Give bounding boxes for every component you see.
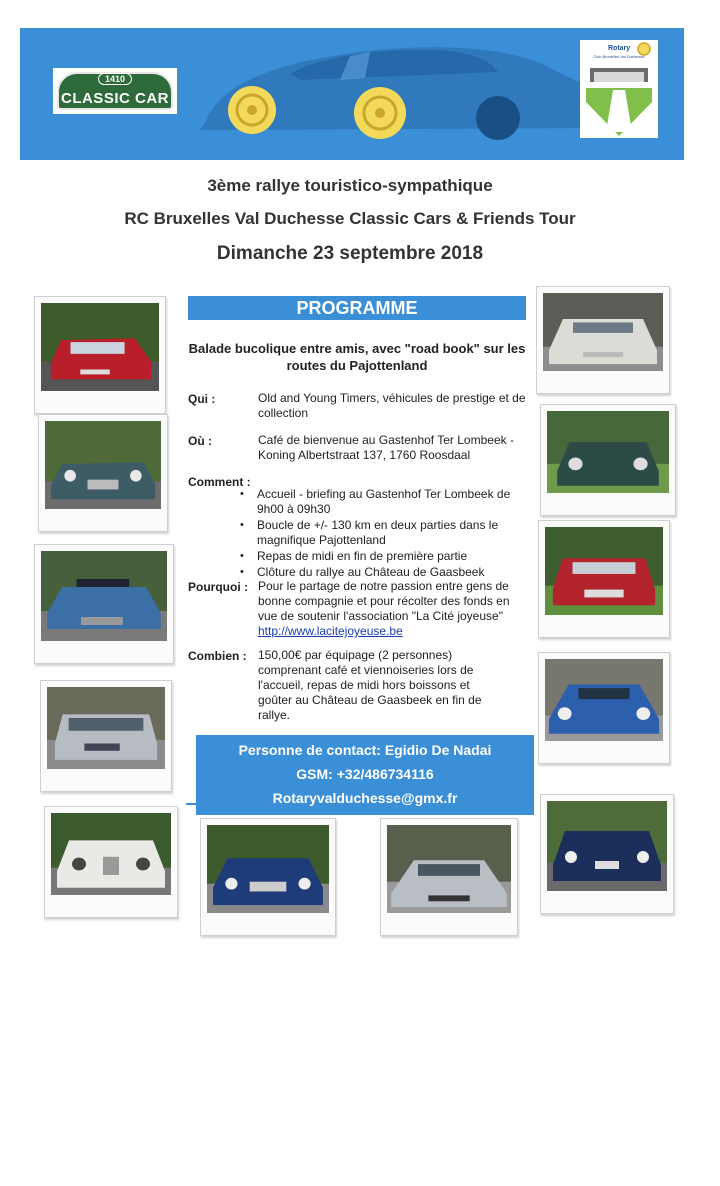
contact-gsm: GSM: +32/486734116 <box>296 766 434 782</box>
car-photo-white-jaguar <box>44 806 178 918</box>
contact-person: Personne de contact: Egidio De Nadai <box>238 742 492 758</box>
car-photo-silver-alfa <box>40 680 172 792</box>
combien-label: Combien : <box>188 649 247 663</box>
qui-label: Qui : <box>188 392 216 406</box>
list-item: • Boucle de +/- 130 km en deux parties dans le magnifique Pajottenland <box>240 518 530 548</box>
tour-title: RC Bruxelles Val Duchesse Classic Cars & Friends Tour <box>124 209 576 228</box>
car-photo-blue-alpine <box>538 652 670 764</box>
car-photo-navy-alfa-gt <box>540 794 674 914</box>
plate-number: 1410 <box>98 73 132 85</box>
plate-text: CLASSIC CAR <box>60 90 169 107</box>
event-date: Dimanche 23 septembre 2018 <box>216 243 484 264</box>
car-photo-silver-porsche <box>380 818 518 936</box>
combien-text: 150,00€ par équipage (2 personnes) comprenant café et viennoiseries lors de l'accueil, repas de midi hors boissons et goûter au Château de Gaasbeek en fin de rallye. <box>258 648 482 722</box>
pourquoi-text: Pour le partage de notre passion entre gens de bonne compagnie et pour récolter des fonds en vue de soutenir l'association "La Cité joyeuse" <box>258 579 510 623</box>
list-item: • Repas de midi en fin de première partie <box>240 549 530 564</box>
ou-text: Café de bienvenue au Gastenhof Ter Lombeek - Koning Albertstraat 137, 1760 Roosdaal <box>258 433 514 462</box>
classic-car-plate-logo <box>53 68 177 114</box>
contact-email[interactable]: Rotaryvalduchesse@gmx.fr <box>272 790 458 806</box>
contact-accent-line <box>186 803 198 805</box>
qui-text: Old and Young Timers, véhicules de prestige et de collection <box>258 391 526 420</box>
ou-label: Où : <box>188 434 212 448</box>
car-photo-blue-healey <box>200 818 336 936</box>
cite-joyeuse-link[interactable]: http://www.lacitejoyeuse.be <box>258 624 403 638</box>
car-photo-white-triumph <box>536 286 670 394</box>
pourquoi-label: Pourquoi : <box>188 580 248 594</box>
car-photo-green-roadster <box>38 414 168 532</box>
car-photo-green-tr <box>540 404 676 516</box>
comment-label: Comment : <box>188 475 251 489</box>
rotary-club-logo <box>580 40 658 138</box>
programme-heading: PROGRAMME <box>188 296 526 320</box>
car-photo-blue-mgb <box>34 544 174 664</box>
rotary-club-name: Club Bruxelles Val Duchesse <box>593 54 645 59</box>
rotary-name: Rotary <box>608 45 631 52</box>
programme-intro: Balade bucolique entre amis, avec "road book" sur les routes du Pajottenland <box>188 341 526 373</box>
car-photo-red-coupe <box>34 296 166 414</box>
list-item: • Accueil - briefing au Gastenhof Ter Lombeek de 9h00 à 09h30 <box>240 487 530 517</box>
contact-box <box>196 735 534 815</box>
rally-title: 3ème rallye touristico-sympathique <box>207 176 493 195</box>
header-banner <box>20 28 684 160</box>
car-photo-red-giulia <box>538 520 670 638</box>
pourquoi-block <box>258 579 532 639</box>
list-item: • Clôture du rallye au Château de Gaasbeek <box>240 565 530 580</box>
comment-list <box>240 487 530 581</box>
